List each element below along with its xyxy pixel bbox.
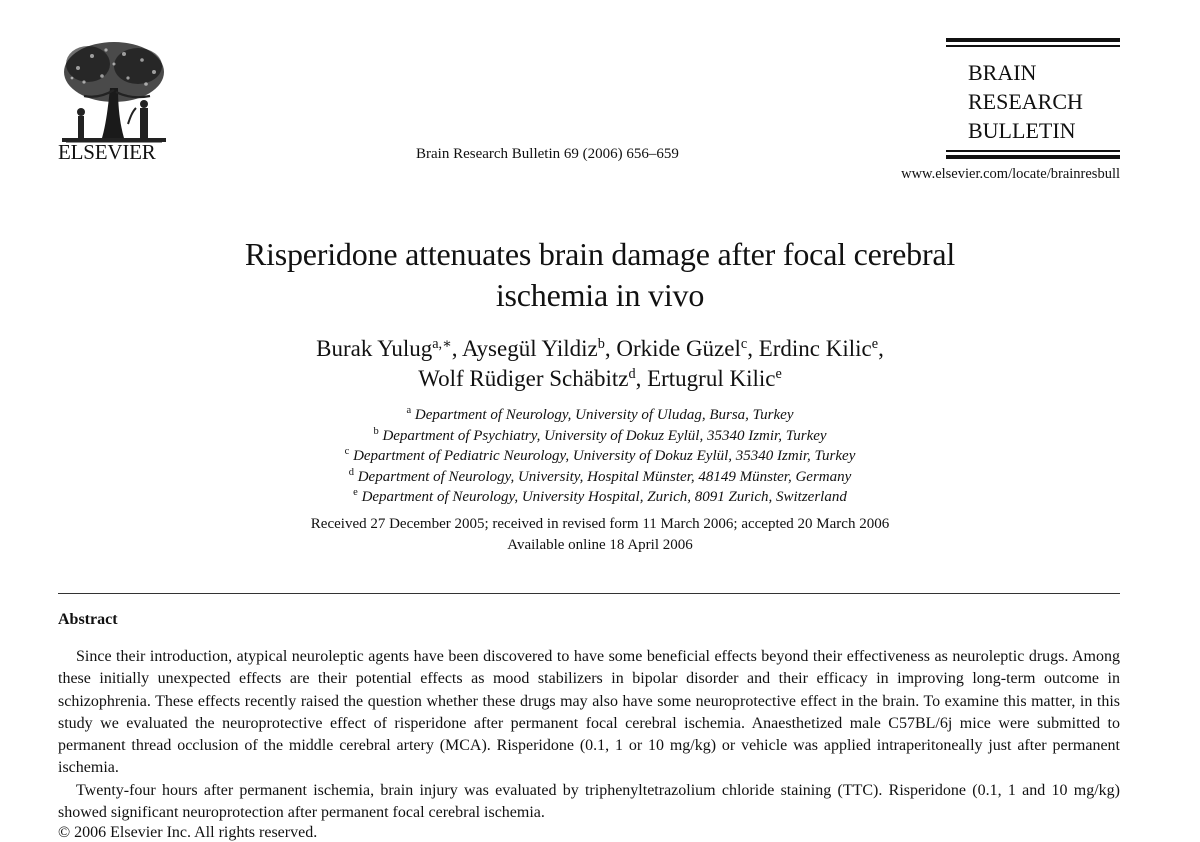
author-name: Ertugrul Kilic [647, 366, 776, 391]
author-separator: , [747, 336, 759, 361]
journal-title [968, 58, 1083, 145]
author-affil-mark[interactable]: a,∗ [432, 336, 452, 353]
affiliation-mark: e [353, 487, 358, 499]
affiliation-mark: b [373, 425, 379, 437]
article-title-line: Risperidone attenuates brain damage after focal cerebral [244, 236, 956, 272]
author-separator: , [451, 336, 463, 361]
affiliation [0, 487, 1200, 508]
journal-rule-top [946, 38, 1120, 42]
affiliation [0, 426, 1200, 447]
author-affil-mark[interactable]: d [628, 366, 636, 383]
author-name: Erdinc Kilic [758, 336, 872, 361]
received-dates: Received 27 December 2005; received in revised form 11 March 2006; accepted 20 March 2006 [310, 516, 890, 532]
journal-title-line: RESEARCH [968, 89, 1083, 114]
journal-title-line: BULLETIN [968, 118, 1076, 143]
section-divider [58, 593, 1120, 594]
author-separator: , [604, 336, 617, 361]
affiliation [0, 467, 1200, 488]
author-name: Orkide Güzel [616, 336, 741, 361]
abstract-heading: Abstract [58, 611, 118, 628]
journal-rule-bottom-thin [946, 150, 1120, 152]
affiliation-text: Department of Neurology, University of Uludag, Bursa, Turkey [414, 407, 794, 423]
author-affil-mark[interactable]: c [740, 336, 748, 353]
author-affil-mark[interactable]: b [597, 336, 605, 353]
affiliation [0, 405, 1200, 426]
author-line [0, 334, 1200, 364]
author-name: Wolf Rüdiger Schäbitz [418, 366, 629, 391]
author-separator: , [878, 336, 884, 361]
author-separator: , [635, 366, 648, 391]
article-dates [0, 514, 1200, 555]
affiliation-text: Department of Psychiatry, University of Dokuz Eylül, 35340 Izmir, Turkey [382, 427, 827, 444]
author-list [0, 334, 1200, 394]
affiliation-mark: d [348, 466, 354, 478]
affiliation-mark: c [344, 446, 350, 458]
abstract-body [58, 646, 1120, 824]
article-title [0, 234, 1200, 316]
copyright-notice: © 2006 Elsevier Inc. All rights reserved. [58, 824, 318, 841]
author-affil-mark[interactable]: e [775, 366, 782, 383]
journal-rule-bottom [946, 155, 1120, 159]
publisher-name: ELSEVIER [58, 140, 156, 164]
author-name: Burak Yulug [316, 336, 433, 361]
abstract-paragraph: Twenty-four hours after permanent ischemia, brain injury was evaluated by triphenyltetrazolium chloride staining (TTC). Risperidone (0.1, 1 and 10 mg/kg) showed significant neuroprotection after permanent focal cerebral ischemia. [58, 781, 1120, 822]
affiliation-mark: a [406, 405, 412, 417]
journal-url[interactable]: www.elsevier.com/locate/brainresbull [901, 166, 1120, 182]
affiliation-text: Department of Neurology, University, Hospital Münster, 48149 Münster, Germany [357, 468, 852, 485]
abstract-paragraph: Since their introduction, atypical neuroleptic agents have been discovered to have some beneficial effects beyond their effectiveness as neuroleptic drugs. Among these initially unexpected effects are their potential effects as mood stabilizers in bipolar disorder and their efficacy in improving long-term outcome in schizophrenia. These effects recently raised the question whether these drugs may also have some neuroprotective effect in the brain. To examine this matter, in this study we evaluated the neuroprotective effect of risperidone after permanent focal cerebral ischemia. Anaesthetized male C57BL/6j mice were submitted to permanent thread occlusion of the middle cerebral artery (MCA). Risperidone (0.1, 1 or 10 mg/kg) or vehicle was applied intraperitoneally just after permanent ischemia. [58, 648, 1120, 777]
author-name: Aysegül Yildiz [462, 336, 598, 361]
affiliation-text: Department of Neurology, University Hospital, Zurich, 8091 Zurich, Switzerland [361, 489, 847, 505]
journal-citation: Brain Research Bulletin 69 (2006) 656–659 [416, 146, 679, 162]
affiliation [0, 446, 1200, 467]
author-line [0, 364, 1200, 394]
available-online-date: Available online 18 April 2006 [507, 536, 693, 553]
article-title-line: ischemia in vivo [495, 277, 705, 313]
affiliation-text: Department of Pediatric Neurology, University of Dokuz Eylül, 35340 Izmir, Turkey [353, 448, 856, 464]
journal-title-line: BRAIN [968, 60, 1037, 85]
affiliation-list [0, 405, 1200, 508]
journal-rule-top-thin [946, 45, 1120, 47]
author-affil-mark[interactable]: e [871, 336, 879, 353]
